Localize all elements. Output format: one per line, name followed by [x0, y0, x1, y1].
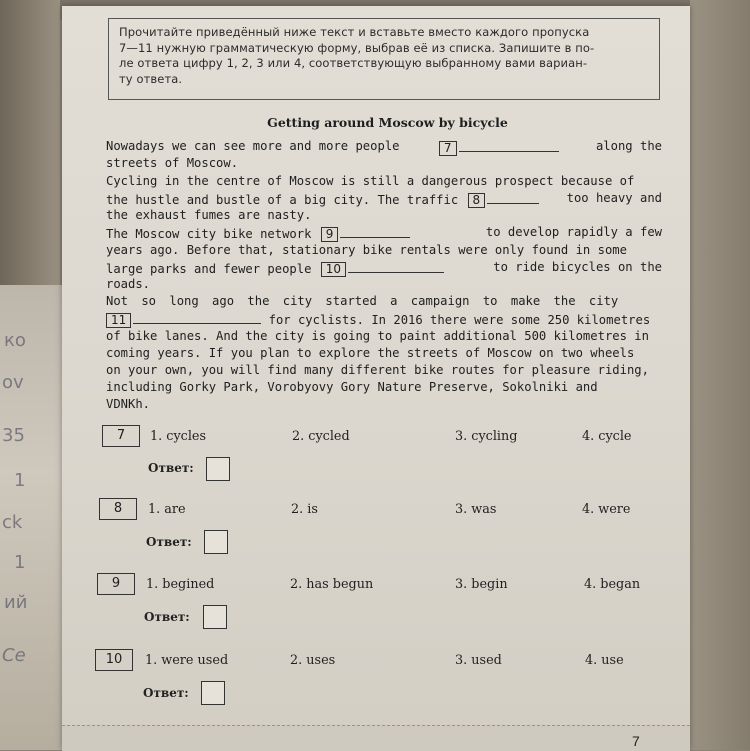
question-number: 8 [99, 498, 137, 520]
answer-input-box[interactable] [204, 530, 228, 554]
gap-number: 11 [106, 313, 131, 328]
gap-blank [133, 311, 261, 324]
question-number: 9 [97, 573, 135, 595]
passage-line: the exhaust fumes are nasty. [106, 208, 312, 222]
answer-option: 1. begined [146, 577, 215, 592]
answer-option: 3. used [455, 653, 502, 668]
passage-text: the hustle and bustle of a big city. The traffic [106, 193, 459, 207]
margin-scribble: 35 [2, 425, 25, 446]
passage-text: The Moscow city bike network [106, 227, 312, 241]
gap-number: 9 [321, 227, 339, 242]
gap-blank [340, 225, 410, 238]
question-number: 7 [102, 425, 140, 447]
passage-text: Nowadays we can see more and more people [106, 139, 400, 153]
gap-blank [348, 260, 444, 273]
passage-text: Not so long ago the city started a campaign to make the city [106, 294, 619, 308]
instruction-line: ле ответа цифру 1, 2, 3 или 4, соответствующую выбранному вами вариан- [119, 56, 588, 70]
answer-option: 4. began [584, 577, 641, 592]
passage-line [106, 294, 662, 311]
answer-label: Ответ: [143, 686, 189, 700]
passage-text: to develop rapidly a few [485, 225, 662, 239]
answer-option: 3. cycling [455, 429, 518, 444]
answer-option: 1. are [148, 502, 186, 517]
passage-line: including Gorky Park, Vorobyovy Gory Nature Preserve, Sokolniki and [106, 380, 598, 394]
background-desk-right [690, 0, 750, 750]
passage-line: VDNKh. [106, 397, 151, 411]
gap-blank [487, 191, 539, 204]
passage-line: on your own, you will find many different bike routes for pleasure riding, [106, 363, 649, 377]
passage-text: too heavy and [566, 191, 662, 205]
passage-line: years ago. Before that, stationary bike rentals were only found in some [106, 243, 627, 257]
margin-scribble: 1 [14, 552, 26, 573]
passage-line: of bike lanes. And the city is going to paint additional 500 kilometres in [106, 329, 649, 343]
answer-input-box[interactable] [203, 605, 227, 629]
answer-input-box[interactable] [201, 681, 225, 705]
gap-blank [459, 139, 559, 152]
instruction-line: ту ответа. [119, 71, 183, 86]
gap-number: 8 [468, 193, 486, 208]
instruction-box [108, 18, 660, 100]
passage-line [106, 225, 662, 242]
margin-scribble: Ce [2, 645, 26, 666]
answer-option: 2. cycled [292, 429, 350, 444]
answer-option: 3. was [455, 502, 497, 517]
gap-number: 10 [321, 262, 346, 277]
answer-option: 4. cycle [582, 429, 632, 444]
margin-scribble: 1 [14, 470, 26, 491]
answer-option: 3. begin [455, 577, 508, 592]
answer-option: 1. cycles [150, 429, 207, 444]
answer-label: Ответ: [144, 610, 190, 624]
instruction-line: 7—11 нужную грамматическую форму, выбрав её из списка. Запишите в по- [119, 40, 595, 55]
passage-text: to ride bicycles on the [493, 260, 662, 274]
passage-line: roads. [106, 277, 151, 291]
answer-option: 4. were [582, 502, 631, 517]
passage-line [106, 191, 662, 208]
passage-line [106, 260, 662, 277]
answer-option: 4. use [585, 653, 624, 668]
passage-line [106, 139, 662, 156]
margin-scribble: ко [4, 330, 26, 351]
answer-option: 2. is [291, 502, 318, 517]
answer-label: Ответ: [148, 461, 194, 475]
margin-scribble: ov [2, 372, 24, 393]
gap-number: 7 [439, 141, 457, 156]
passage-line: streets of Moscow. [106, 156, 239, 170]
answer-input-box[interactable] [206, 457, 230, 481]
answer-option: 2. uses [290, 653, 336, 668]
passage-line [106, 311, 662, 328]
passage-line: Cycling in the centre of Moscow is still a dangerous prospect because of [106, 174, 635, 188]
passage-text: large parks and fewer people [106, 262, 312, 276]
page-footer-strip [62, 725, 690, 751]
text-title: Getting around Moscow by bicycle [267, 115, 508, 130]
question-number: 10 [95, 649, 133, 671]
margin-scribble: ий [4, 592, 28, 613]
passage-text: along the [595, 139, 662, 153]
margin-scribble: ck [2, 512, 23, 533]
passage-line: coming years. If you plan to explore the streets of Moscow on two wheels [106, 346, 635, 360]
page-number: 7 [632, 733, 640, 749]
instruction-line: Прочитайте приведённый ниже текст и вставьте вместо каждого пропуска [119, 25, 590, 39]
answer-label: Ответ: [146, 535, 192, 549]
answer-option: 1. were used [145, 653, 229, 668]
answer-option: 2. has begun [290, 577, 374, 592]
passage-text: for cyclists. In 2016 there were some 250 kilometres [268, 313, 651, 327]
